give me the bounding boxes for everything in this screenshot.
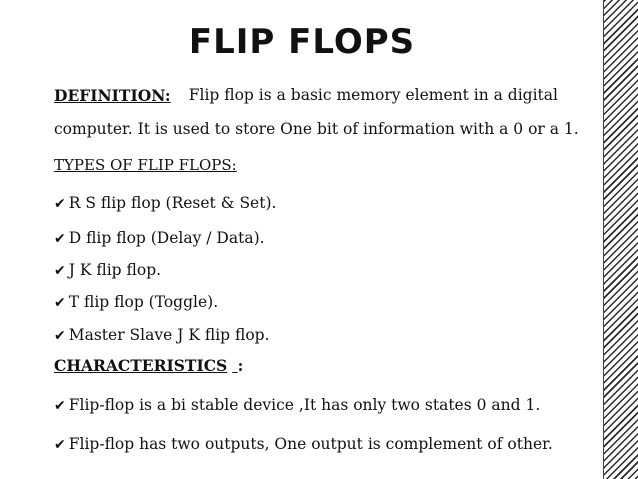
list-item: ✔ Flip-flop is a bi stable device ,It has only two states 0 and 1. — [54, 396, 541, 414]
checkmark-icon: ✔ — [54, 196, 66, 212]
definition-text-1: Flip flop is a basic memory element in a digital — [188, 86, 558, 104]
definition-text-2: computer. It is used to store One bit of information with a 0 or a 1. — [54, 120, 579, 138]
characteristics-heading: CHARACTERISTICS : — [54, 356, 244, 375]
list-item: ✔ Flip-flop has two outputs, One output is complement of other. — [54, 435, 553, 453]
checkmark-icon: ✔ — [54, 231, 66, 247]
decorative-stripe — [603, 0, 638, 479]
checkmark-icon: ✔ — [54, 398, 66, 414]
list-item: ✔ T flip flop (Toggle). — [54, 293, 219, 311]
checkmark-icon: ✔ — [54, 437, 66, 453]
list-item: ✔ R S flip flop (Reset & Set). — [54, 194, 277, 212]
checkmark-icon: ✔ — [54, 295, 66, 311]
checkmark-icon: ✔ — [54, 328, 66, 344]
types-heading: TYPES OF FLIP FLOPS: — [54, 156, 237, 174]
checkmark-icon: ✔ — [54, 263, 66, 279]
definition-label: DEFINITION: — [54, 86, 171, 105]
list-item: ✔ D flip flop (Delay / Data). — [54, 229, 265, 247]
page-title: FLIP FLOPS — [188, 22, 416, 62]
list-item: ✔ Master Slave J K flip flop. — [54, 326, 270, 344]
definition-line — [54, 86, 558, 105]
list-item: ✔ J K flip flop. — [54, 261, 162, 279]
